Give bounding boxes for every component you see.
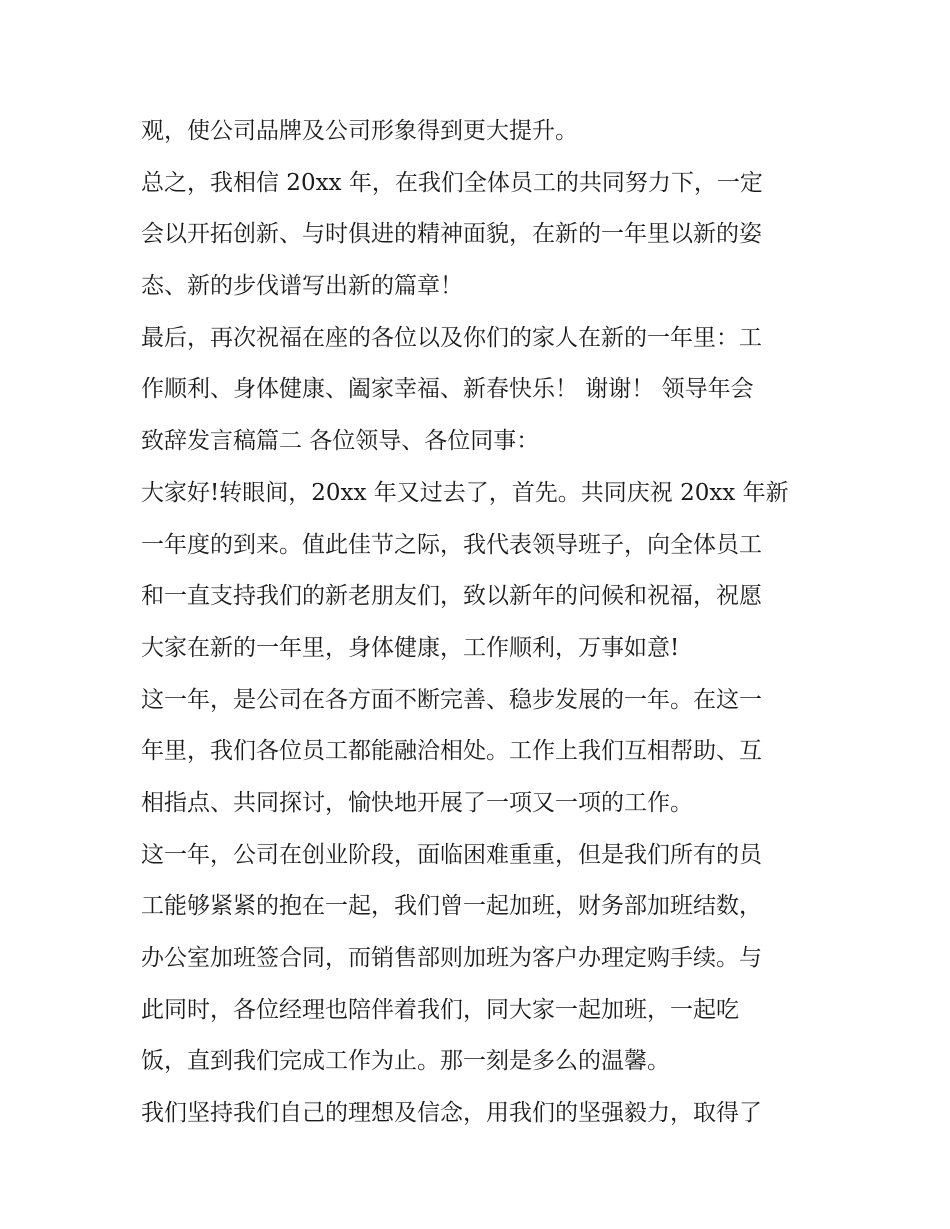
text-line: 此同时，各位经理也陪伴着我们，同大家一起加班，一起吃 bbox=[141, 996, 739, 1023]
text-line: 态、新的步伐谱写出新的篇章！ bbox=[141, 273, 463, 300]
text-line: 最后，再次祝福在座的各位以及你们的家人在新的一年里：工 bbox=[141, 324, 762, 351]
text-line: 相指点、共同探讨，愉快地开展了一项又一项的工作。 bbox=[141, 789, 693, 816]
text-line: 一年度的到来。值此佳节之际，我代表领导班子，向全体员工 bbox=[141, 531, 762, 558]
text-line: 会以开拓创新、与时俱进的精神面貌，在新的一年里以新的姿 bbox=[141, 221, 762, 248]
text-line: 这一年，是公司在各方面不断完善、稳步发展的一年。在这一 bbox=[141, 686, 762, 713]
text-line: 大家好!转眼间，20xx 年又过去了，首先。共同庆祝 20xx 年新 bbox=[141, 479, 789, 506]
text-line: 年里，我们各位员工都能融洽相处。工作上我们互相帮助、互 bbox=[141, 738, 762, 765]
text-line: 作顺利、身体健康、阖家幸福、新春快乐！ 谢谢！ 领导年会 bbox=[141, 376, 754, 403]
document-body bbox=[141, 106, 821, 1140]
text-line: 观，使公司品牌及公司形象得到更大提升。 bbox=[141, 118, 578, 144]
text-line: 和一直支持我们的新老朋友们，致以新年的问候和祝福，祝愿 bbox=[141, 583, 762, 610]
text-line: 大家在新的一年里，身体健康，工作顺利，万事如意! bbox=[141, 634, 680, 661]
text-line: 工能够紧紧的抱在一起，我们曾一起加班，财务部加班结数， bbox=[141, 893, 762, 920]
text-line: 我们坚持我们自己的理想及信念，用我们的坚强毅力，取得了 bbox=[141, 1100, 762, 1127]
text-line: 办公室加班签合同，而销售部则加班为客户办理定购手续。与 bbox=[141, 945, 762, 971]
text-line: 致辞发言稿篇二 各位领导、各位同事： bbox=[141, 428, 540, 455]
text-line: 饭，直到我们完成工作为止。那一刻是多么的温馨。 bbox=[141, 1048, 670, 1075]
text-line: 这一年，公司在创业阶段，面临困难重重，但是我们所有的员 bbox=[141, 841, 762, 868]
text-line: 总之，我相信 20xx 年，在我们全体员工的共同努力下，一定 bbox=[141, 169, 763, 196]
